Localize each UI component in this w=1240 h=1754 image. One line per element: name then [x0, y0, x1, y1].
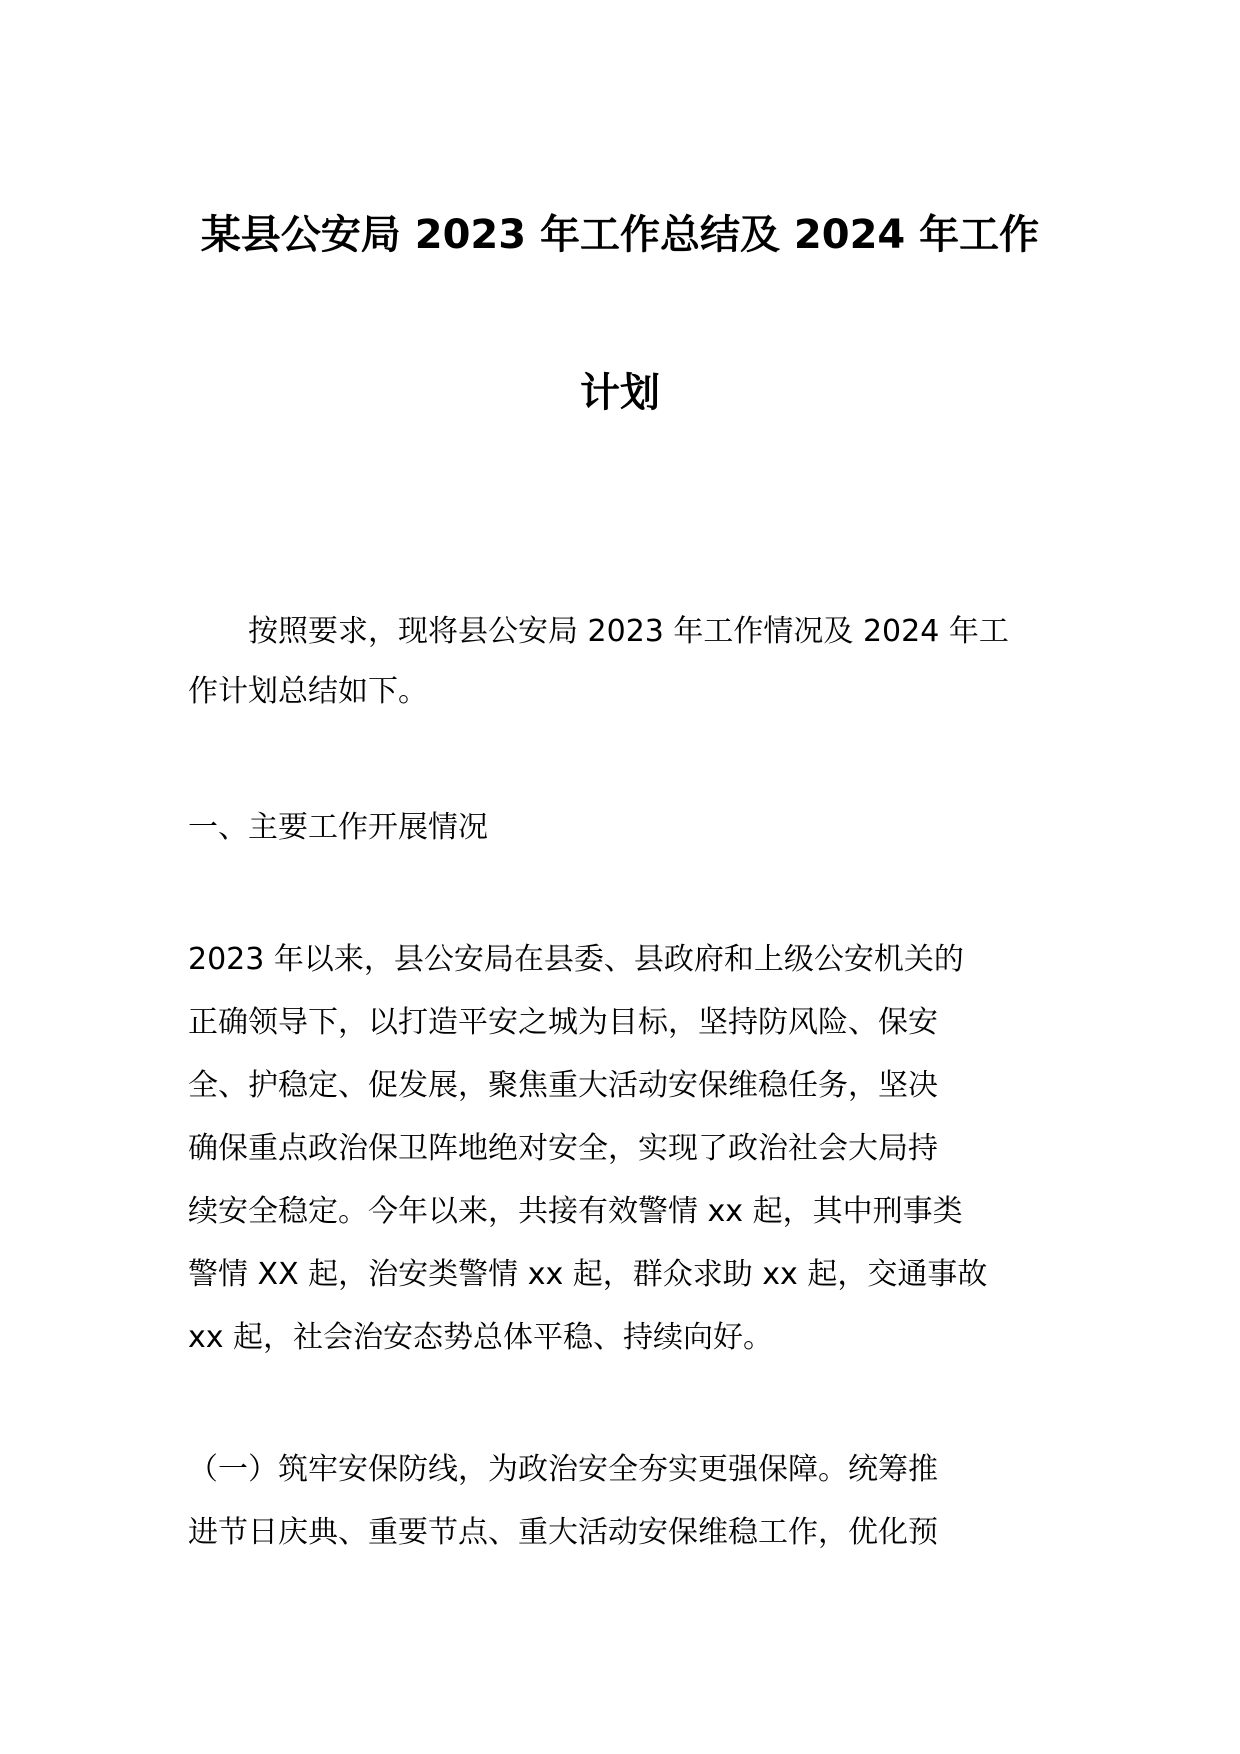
paragraph-line: 续安全稳定。今年以来，共接有效警情 xx 起，其中刑事类	[188, 1194, 963, 1229]
intro-line-1: 按照要求，现将县公安局 2023 年工作情况及 2024 年工	[188, 614, 1009, 649]
paragraph-line: 正确领导下，以打造平安之城为目标，坚持防风险、保安	[188, 1005, 938, 1040]
paragraph-line: 警情 XX 起，治安类警情 xx 起，群众求助 xx 起，交通事故	[188, 1257, 988, 1292]
paragraph-line: 全、护稳定、促发展，聚焦重大活动安保维稳任务，坚决	[188, 1068, 938, 1103]
document-title-line-2: 计划	[580, 370, 660, 416]
intro-line-2: 作计划总结如下。	[188, 674, 428, 709]
paragraph-line: 2023 年以来，县公安局在县委、县政府和上级公安机关的	[188, 942, 964, 977]
paragraph-line: xx 起，社会治安态势总体平稳、持续向好。	[188, 1320, 774, 1355]
document-title-line-1: 某县公安局 2023 年工作总结及 2024 年工作	[200, 212, 1040, 258]
paragraph-line: 进节日庆典、重要节点、重大活动安保维稳工作，优化预	[188, 1515, 938, 1550]
section-1-heading: 一、主要工作开展情况	[188, 810, 488, 845]
paragraph-line: 确保重点政治保卫阵地绝对安全，实现了政治社会大局持	[188, 1131, 938, 1166]
paragraph-line: （一）筑牢安保防线，为政治安全夯实更强保障。统筹推	[188, 1452, 938, 1487]
